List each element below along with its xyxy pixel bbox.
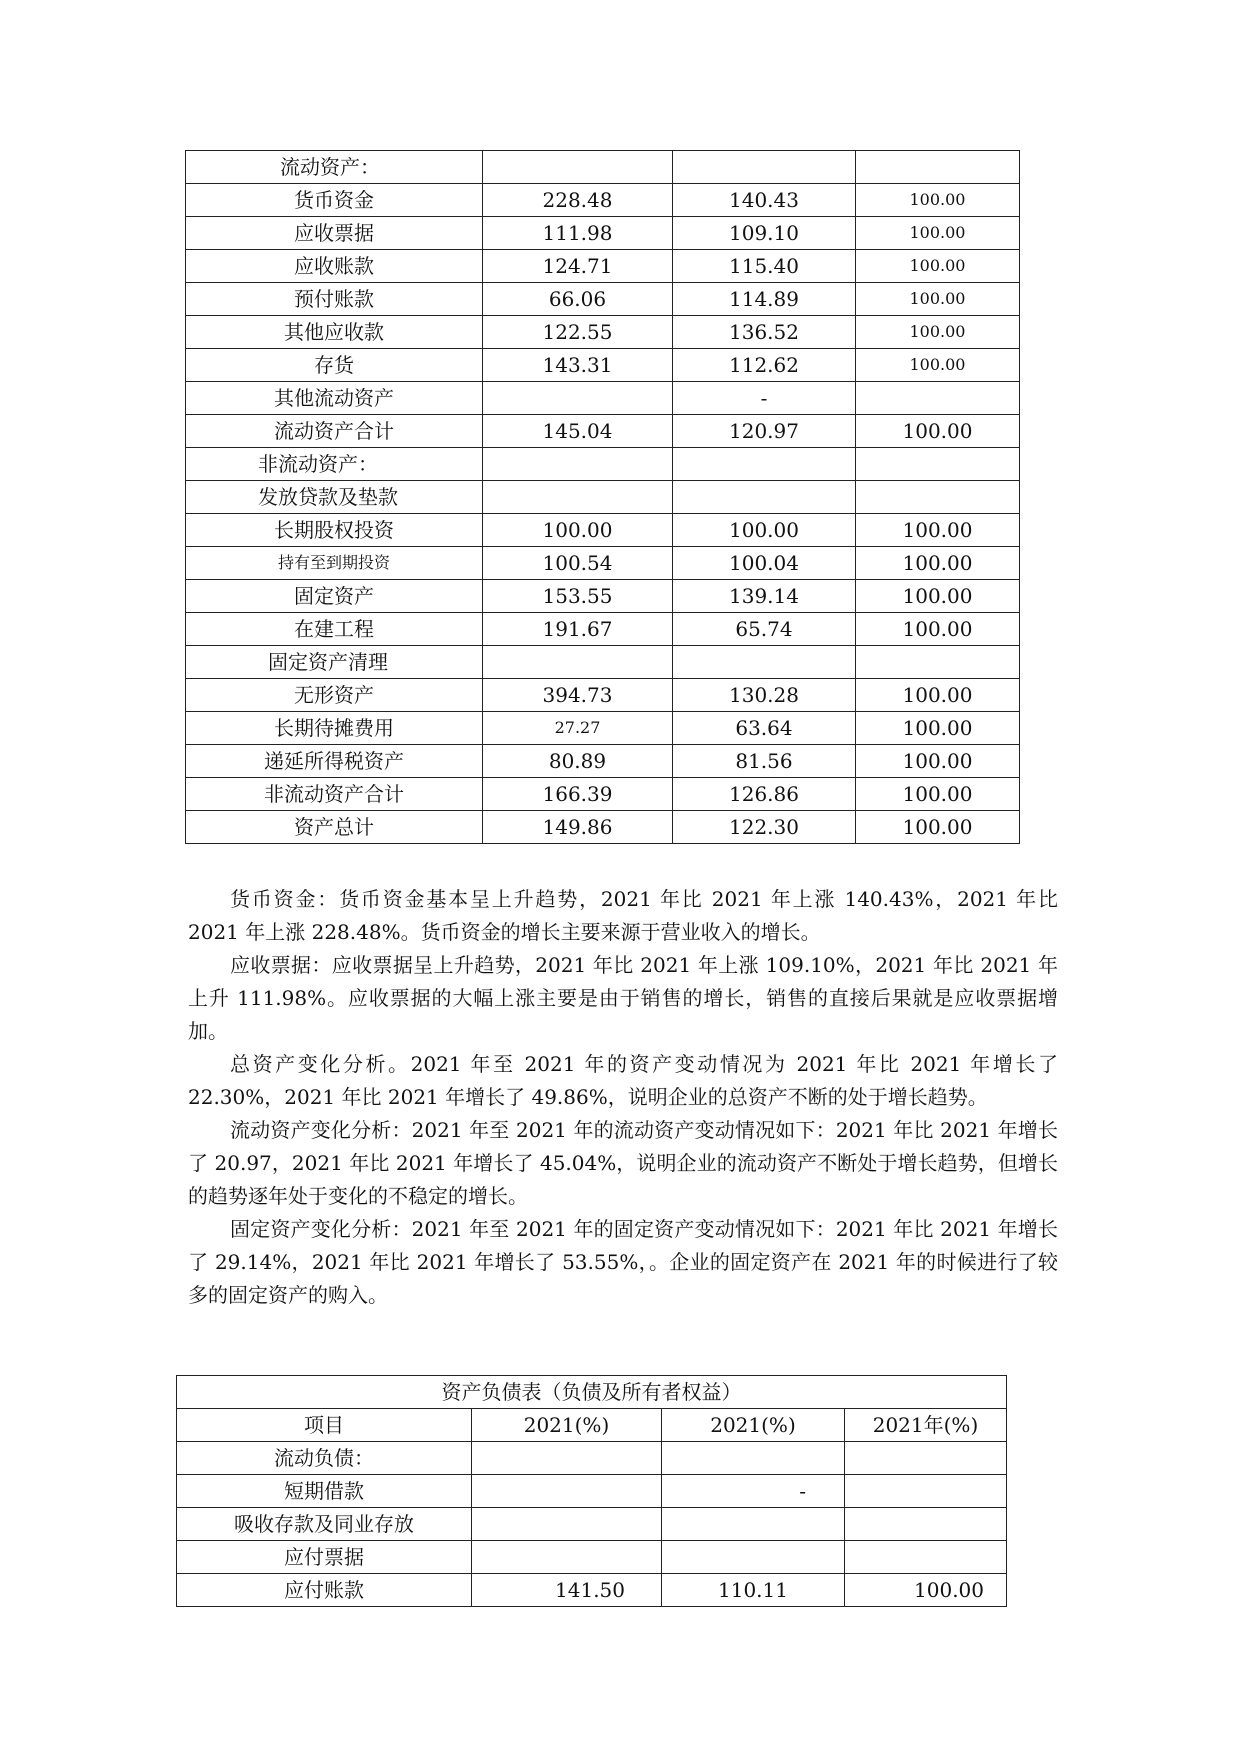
row-item: 流动资产合计: [186, 415, 483, 448]
table-row: [186, 778, 1020, 811]
table-row: [186, 811, 1020, 844]
value-cell: 100.00: [856, 184, 1020, 217]
value-cell: 120.97: [673, 415, 856, 448]
value-cell: 63.64: [673, 712, 856, 745]
value-cell: 228.48: [483, 184, 673, 217]
value-cell: 100.00: [856, 514, 1020, 547]
value-cell: 100.00: [856, 283, 1020, 316]
value-cell: 66.06: [483, 283, 673, 316]
value-cell: 394.73: [483, 679, 673, 712]
row-item: 非流动资产合计: [186, 778, 483, 811]
value-cell: [673, 151, 856, 184]
table-row: [186, 382, 1020, 415]
value-cell: [483, 382, 673, 415]
value-cell: 100.00: [856, 811, 1020, 844]
value-cell: [856, 481, 1020, 514]
table-row: [186, 151, 1020, 184]
value-cell: 122.55: [483, 316, 673, 349]
value-cell: 100.00: [856, 250, 1020, 283]
value-cell: 100.00: [856, 580, 1020, 613]
value-cell: 100.00: [856, 613, 1020, 646]
value-cell: 130.28: [673, 679, 856, 712]
value-cell: [673, 481, 856, 514]
value-cell: 100.04: [673, 547, 856, 580]
value-cell: 111.98: [483, 217, 673, 250]
asset-comparison-table: [185, 150, 1020, 844]
value-cell: [662, 1508, 845, 1541]
table-row: [186, 415, 1020, 448]
liability-table: [176, 1375, 1007, 1607]
value-cell: 100.00: [856, 778, 1020, 811]
table-row: [177, 1541, 1007, 1574]
value-cell: [472, 1475, 662, 1508]
column-header: 2021年(%): [845, 1409, 1007, 1442]
paragraph-total-assets: 总资产变化分析。2021 年至 2021 年的资产变动情况为 2021 年比 2021 年增长了 22.30%，2021 年比 2021 年增长了 49.86%，说明企业的总资产不断的处于增长趋势。: [188, 1052, 1058, 1109]
value-cell: [845, 1442, 1007, 1475]
value-cell: -: [662, 1475, 845, 1508]
column-header: 项目: [177, 1409, 472, 1442]
row-item: 持有至到期投资: [186, 547, 483, 580]
table-row: [186, 745, 1020, 778]
value-cell: 149.86: [483, 811, 673, 844]
value-cell: 100.00: [483, 514, 673, 547]
table-title-row: [177, 1376, 1007, 1409]
value-cell: 80.89: [483, 745, 673, 778]
value-cell: [845, 1475, 1007, 1508]
row-item: 递延所得税资产: [186, 745, 483, 778]
value-cell: [856, 646, 1020, 679]
value-cell: 115.40: [673, 250, 856, 283]
row-item: 固定资产: [186, 580, 483, 613]
value-cell: 153.55: [483, 580, 673, 613]
paragraph-current-assets: 流动资产变化分析：2021 年至 2021 年的流动资产变动情况如下：2021 年比 2021 年增长了 20.97，2021 年比 2021 年增长了 45.04%，说明企业的流动资产不断处于增长趋势，但增长的趋势逐年处于变化的不稳定的增长。: [188, 1118, 1058, 1208]
value-cell: [483, 448, 673, 481]
value-cell: [483, 646, 673, 679]
value-cell: 141.50: [472, 1574, 662, 1607]
table-row: [186, 283, 1020, 316]
value-cell: 122.30: [673, 811, 856, 844]
value-cell: 100.00: [856, 217, 1020, 250]
table-row: [186, 349, 1020, 382]
row-item: 无形资产: [186, 679, 483, 712]
paragraph-fixed-assets: 固定资产变化分析：2021 年至 2021 年的固定资产变动情况如下：2021 年比 2021 年增长了 29.14%，2021 年比 2021 年增长了 53.55%，。企业的固定资产在 2021 年的时候进行了较多的固定资产的购入。: [188, 1217, 1058, 1307]
table-row: [177, 1442, 1007, 1475]
value-cell: 114.89: [673, 283, 856, 316]
value-cell: 191.67: [483, 613, 673, 646]
column-header: 2021(%): [472, 1409, 662, 1442]
value-cell: 110.11: [662, 1574, 845, 1607]
value-cell: 100.00: [845, 1574, 1007, 1607]
row-item: 预付账款: [186, 283, 483, 316]
value-cell: [845, 1508, 1007, 1541]
value-cell: 100.00: [856, 679, 1020, 712]
row-item: 吸收存款及同业存放: [177, 1508, 472, 1541]
value-cell: 100.00: [856, 712, 1020, 745]
value-cell: 145.04: [483, 415, 673, 448]
value-cell: [856, 382, 1020, 415]
row-item: 其他流动资产: [186, 382, 483, 415]
value-cell: [662, 1541, 845, 1574]
table-row: [177, 1574, 1007, 1607]
row-item: 流动资产：: [186, 151, 483, 184]
table-row: [177, 1475, 1007, 1508]
table-row: [186, 613, 1020, 646]
table-row: [186, 481, 1020, 514]
value-cell: 65.74: [673, 613, 856, 646]
row-item: 短期借款: [177, 1475, 472, 1508]
value-cell: 166.39: [483, 778, 673, 811]
row-item: 存货: [186, 349, 483, 382]
value-cell: 100.00: [856, 415, 1020, 448]
value-cell: [472, 1541, 662, 1574]
value-cell: 27.27: [483, 712, 673, 745]
value-cell: 81.56: [673, 745, 856, 778]
value-cell: 100.00: [856, 547, 1020, 580]
table-row: [186, 679, 1020, 712]
row-item: 发放贷款及垫款: [186, 481, 483, 514]
value-cell: 100.00: [856, 316, 1020, 349]
row-item: 长期待摊费用: [186, 712, 483, 745]
table-title: 资产负债表（负债及所有者权益）: [177, 1376, 1007, 1409]
value-cell: [673, 448, 856, 481]
row-item: 流动负债：: [177, 1442, 472, 1475]
value-cell: 124.71: [483, 250, 673, 283]
table-row: [186, 448, 1020, 481]
value-cell: 139.14: [673, 580, 856, 613]
table-row: [186, 646, 1020, 679]
paragraph-cash: 货币资金：货币资金基本呈上升趋势，2021 年比 2021 年上涨 140.43%，2021 年比 2021 年上涨 228.48%。货币资金的增长主要来源于营业收入的增长。: [188, 887, 1058, 944]
value-cell: 100.00: [673, 514, 856, 547]
value-cell: [673, 646, 856, 679]
table-row: [186, 316, 1020, 349]
value-cell: -: [673, 382, 856, 415]
column-header: 2021(%): [662, 1409, 845, 1442]
table-row: [186, 547, 1020, 580]
row-item: 应收账款: [186, 250, 483, 283]
table-row: [186, 250, 1020, 283]
row-item: 应付账款: [177, 1574, 472, 1607]
value-cell: [845, 1541, 1007, 1574]
value-cell: [472, 1442, 662, 1475]
table-row: [186, 580, 1020, 613]
table-row: [186, 514, 1020, 547]
value-cell: 136.52: [673, 316, 856, 349]
value-cell: [472, 1508, 662, 1541]
row-item: 长期股权投资: [186, 514, 483, 547]
table-row: [177, 1508, 1007, 1541]
paragraph-notes-receivable: 应收票据：应收票据呈上升趋势，2021 年比 2021 年上涨 109.10%，2021 年比 2021 年上升 111.98%。应收票据的大幅上涨主要是由于销售的增长，销售的直接后果就是应收票据增加。: [188, 953, 1058, 1043]
value-cell: 143.31: [483, 349, 673, 382]
table-row: [186, 217, 1020, 250]
value-cell: 140.43: [673, 184, 856, 217]
value-cell: 100.00: [856, 349, 1020, 382]
row-item: 其他应收款: [186, 316, 483, 349]
table-header-row: [177, 1409, 1007, 1442]
row-item: 在建工程: [186, 613, 483, 646]
row-item: 货币资金: [186, 184, 483, 217]
value-cell: 112.62: [673, 349, 856, 382]
value-cell: [856, 151, 1020, 184]
value-cell: [662, 1442, 845, 1475]
value-cell: [483, 151, 673, 184]
value-cell: 109.10: [673, 217, 856, 250]
value-cell: 126.86: [673, 778, 856, 811]
value-cell: 100.54: [483, 547, 673, 580]
analysis-text: [188, 883, 1058, 1312]
row-item: 非流动资产：: [186, 448, 483, 481]
row-item: 应收票据: [186, 217, 483, 250]
table-row: [186, 712, 1020, 745]
row-item: 资产总计: [186, 811, 483, 844]
value-cell: [483, 481, 673, 514]
table-row: [186, 184, 1020, 217]
value-cell: [856, 448, 1020, 481]
value-cell: 100.00: [856, 745, 1020, 778]
row-item: 应付票据: [177, 1541, 472, 1574]
row-item: 固定资产清理: [186, 646, 483, 679]
